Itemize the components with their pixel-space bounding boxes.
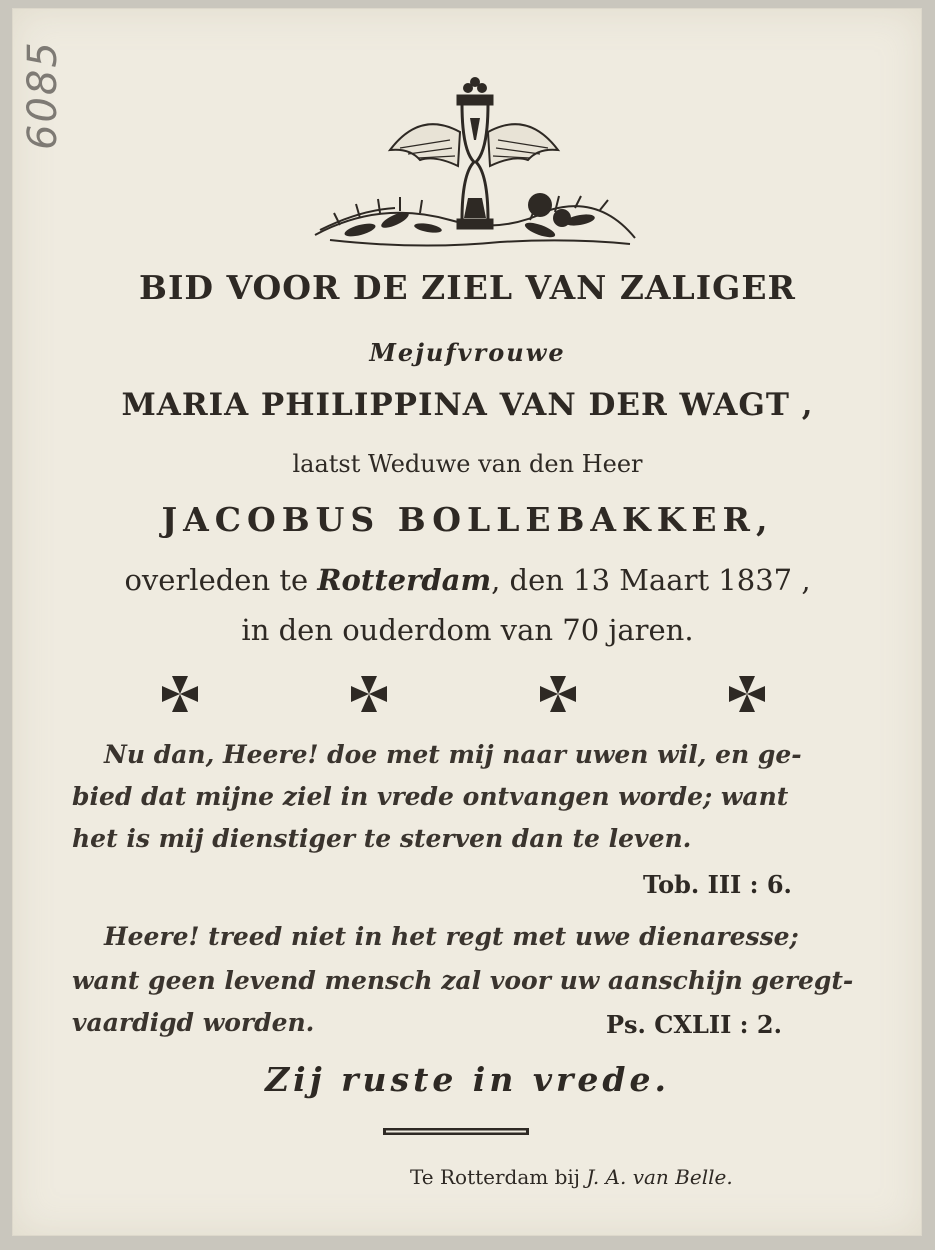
widow-line: laatst Weduwe van den Heer	[292, 450, 643, 478]
cross-icon	[727, 674, 767, 714]
death-suffix: , den 13 Maart 1837 ,	[491, 563, 811, 597]
cross-row	[0, 674, 935, 718]
cross-icon	[160, 674, 200, 714]
verse2-line: Heere! treed niet in het regt met uwe dienaresse;	[104, 922, 799, 951]
husband-name: JACOBUS BOLLEBAKKER,	[161, 500, 774, 539]
winged-hourglass-icon	[300, 70, 640, 255]
printer-prefix: Te Rotterdam bij	[410, 1165, 580, 1189]
decorative-rule	[383, 1127, 529, 1136]
death-line	[0, 563, 935, 597]
verse2-reference: Ps. CXLII : 2.	[606, 1010, 782, 1039]
verse1-line: het is mij dienstiger te sterven dan te leven.	[72, 824, 692, 853]
verse1-line: Nu dan, Heere! doe met mij naar uwen wil, en ge-	[104, 740, 802, 769]
verse2-line: vaardigd worden.	[72, 1008, 315, 1037]
deceased-name: MARIA PHILIPPINA VAN DER WAGT ,	[121, 387, 814, 423]
printer-name: J. A. van Belle.	[586, 1165, 733, 1189]
cross-icon	[349, 674, 389, 714]
title: Mejufvrouwe	[369, 338, 566, 367]
verse1-reference: Tob. III : 6.	[643, 870, 792, 899]
death-prefix: overleden te	[124, 563, 309, 597]
closing-line: Zij ruste in vrede.	[265, 1060, 670, 1099]
heading: BID VOOR DE ZIEL VAN ZALIGER	[139, 268, 796, 307]
age-line: in den ouderdom van 70 jaren.	[241, 613, 694, 647]
cross-icon	[538, 674, 578, 714]
death-place: Rotterdam	[317, 563, 492, 597]
verse1-line: bied dat mijne ziel in vrede ontvangen worde; want	[72, 782, 789, 811]
printer-credit	[410, 1165, 733, 1189]
handwritten-number: 6085	[20, 40, 66, 150]
verse2-line: want geen levend mensch zal voor uw aanschijn geregt-	[72, 966, 854, 995]
